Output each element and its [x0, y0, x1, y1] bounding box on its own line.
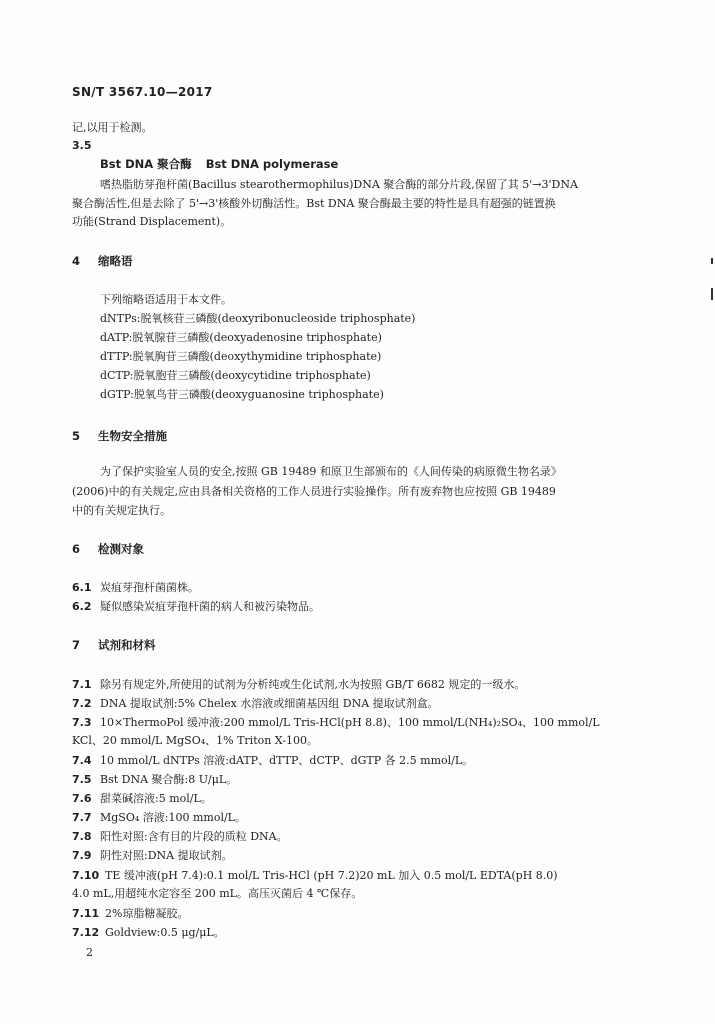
clause-3-5-number: 3.5: [72, 139, 92, 152]
section-7-heading: 7 试剂和材料: [72, 638, 156, 652]
section-4-heading: 4 缩略语: [72, 254, 133, 268]
term-cn: Bst DNA 聚合酶: [100, 157, 192, 171]
clause-item: 7.5 Bst DNA 聚合酶:8 U/μL。: [72, 773, 238, 786]
scan-edge-mark: [711, 288, 713, 300]
abbrev-item: dGTP:脱氧鸟苷三磷酸(deoxyguanosine triphosphate): [100, 388, 384, 401]
clause-continuation: KCl、20 mmol/L MgSO₄、1% Triton X-100。: [72, 734, 318, 747]
clause-item: 7.9 阴性对照:DNA 提取试剂。: [72, 849, 233, 862]
definition-line: 嗜热脂肪芽孢杆菌(Bacillus stearothermophilus)DNA 聚合酶的部分片段,保留了其 5'→3'DNA: [100, 178, 578, 191]
continued-text: 记,以用于检测。: [72, 121, 153, 134]
definition-line: 功能(Strand Displacement)。: [72, 215, 232, 228]
page-number: 2: [86, 946, 93, 959]
abbrev-item: dATP:脱氧腺苷三磷酸(deoxyadenosine triphosphate): [100, 331, 382, 344]
standard-code: SN/T 3567.10—2017: [72, 85, 213, 99]
paragraph-line: 中的有关规定执行。: [72, 504, 171, 517]
clause-item: 7.11 2%琼脂糖凝胶。: [72, 907, 189, 920]
clause-item: 6.2 疑似感染炭疽芽孢杆菌的病人和被污染物品。: [72, 600, 320, 613]
abbrev-item: dNTPs:脱氧核苷三磷酸(deoxyribonucleoside triphosphate): [100, 312, 416, 325]
abbrev-intro: 下列缩略语适用于本文件。: [100, 293, 232, 306]
clause-item: 7.4 10 mmol/L dNTPs 溶液:dATP、dTTP、dCTP、dGTP 各 2.5 mmol/L。: [72, 754, 474, 767]
clause-continuation: 4.0 mL,用超纯水定容至 200 mL。高压灭菌后 4 ℃保存。: [72, 887, 363, 900]
abbrev-item: dCTP:脱氧胞苷三磷酸(deoxycytidine triphosphate): [100, 369, 371, 382]
definition-line: 聚合酶活性,但是去除了 5'→3'核酸外切酶活性。Bst DNA 聚合酶最主要的特性是具有超强的链置换: [72, 197, 556, 210]
clause-item: 7.8 阳性对照:含有目的片段的质粒 DNA。: [72, 830, 288, 843]
clause-item: 6.1 炭疽芽孢杆菌菌株。: [72, 581, 199, 594]
term-bst-dna-polymerase: [100, 156, 352, 172]
clause-item: 7.12 Goldview:0.5 μg/μL。: [72, 926, 225, 939]
clause-item: 7.7 MgSO₄ 溶液:100 mmol/L。: [72, 811, 246, 824]
paragraph-line: 为了保护实验室人员的安全,按照 GB 19489 和原卫生部颁布的《人间传染的病原微生物名录》: [100, 465, 562, 478]
clause-item: 7.1 除另有规定外,所使用的试剂为分析纯或生化试剂,水为按照 GB/T 6682 规定的一级水。: [72, 678, 526, 691]
clause-item: 7.6 甜菜碱溶液:5 mol/L。: [72, 792, 212, 805]
paragraph-line: (2006)中的有关规定,应由具备相关资格的工作人员进行实验操作。所有废弃物也应按照 GB 19489: [72, 485, 556, 498]
clause-item: 7.2 DNA 提取试剂:5% Chelex 水溶液或细菌基因组 DNA 提取试剂盒。: [72, 697, 439, 710]
section-5-heading: 5 生物安全措施: [72, 429, 167, 443]
abbrev-item: dTTP:脱氧胸苷三磷酸(deoxythymidine triphosphate): [100, 350, 382, 363]
section-6-heading: 6 检测对象: [72, 542, 144, 556]
clause-item: 7.10 TE 缓冲液(pH 7.4):0.1 mol/L Tris-HCl (pH 7.2)20 mL 加入 0.5 mol/L EDTA(pH 8.0): [72, 869, 558, 882]
term-en: Bst DNA polymerase: [205, 157, 339, 171]
scan-edge-mark: [711, 258, 713, 264]
clause-item: 7.3 10×ThermoPol 缓冲液:200 mmol/L Tris-HCl(pH 8.8)、100 mmol/L(NH₄)₂SO₄、100 mmol/L: [72, 716, 600, 729]
